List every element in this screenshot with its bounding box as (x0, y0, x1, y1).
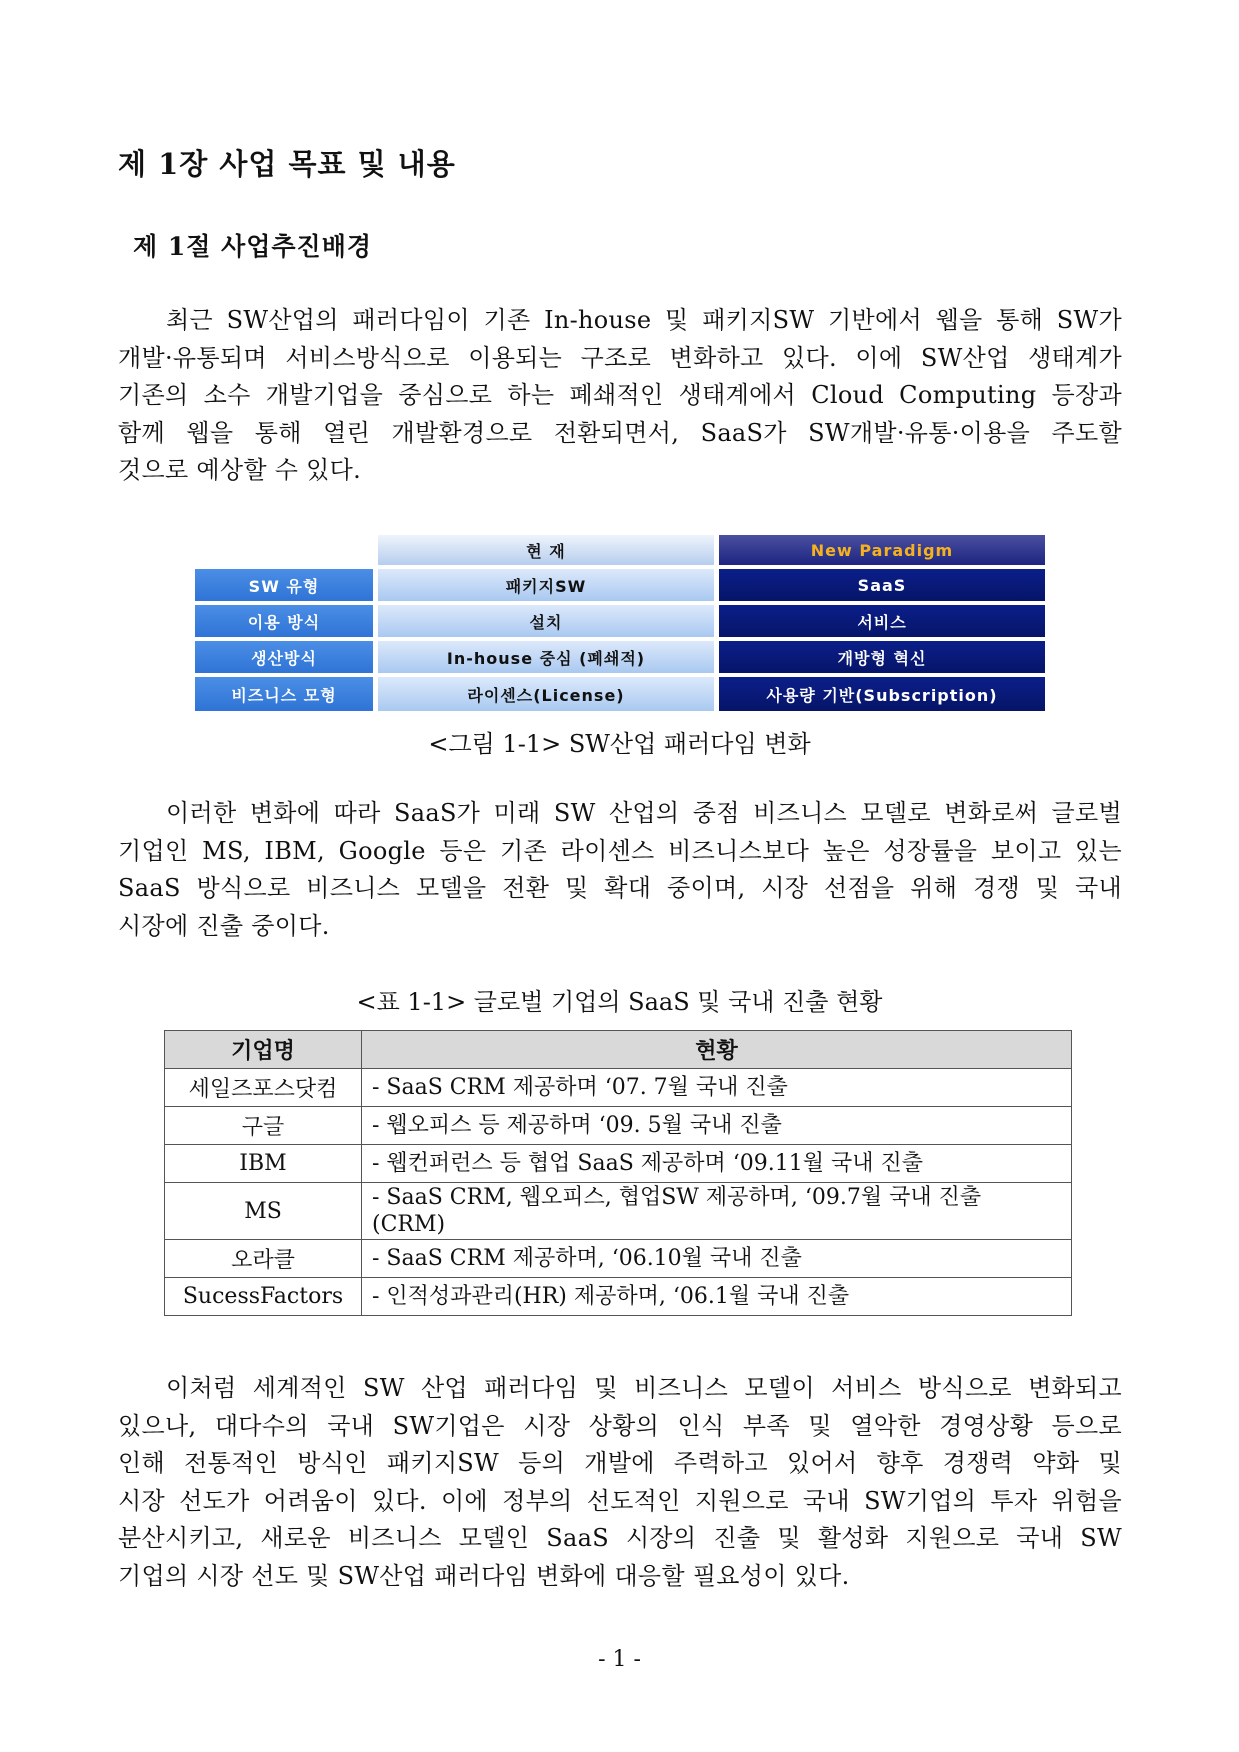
company-name: MS (165, 1183, 362, 1240)
table-row (165, 1069, 1072, 1107)
company-status: - 인적성과관리(HR) 제공하며, ‘06.1월 국내 진출 (362, 1278, 1072, 1316)
figure-row-new: SaaS (719, 569, 1045, 601)
paragraph-1 (118, 302, 1122, 490)
figure-row-new: 사용량 기반(Subscription) (719, 677, 1045, 711)
table-row (165, 1278, 1072, 1316)
table-header-row (165, 1031, 1072, 1069)
company-status: - 웹컨퍼런스 등 협업 SaaS 제공하며 ‘09.11월 국내 진출 (362, 1145, 1072, 1183)
figure-row-label: 비즈니스 모형 (195, 677, 373, 711)
table-row (165, 1183, 1072, 1240)
paragraph-line: 기업의 시장 선도 및 SW산업 패러다임 변화에 대응할 필요성이 있다. (118, 1561, 850, 1590)
figure-row-current: In-house 중심 (폐쇄적) (378, 641, 714, 673)
paragraph-line: 기존의 소수 개발기업을 중심으로 하는 폐쇄적인 생태계에서 Cloud Computing 등장과 (118, 381, 1122, 409)
paradigm-figure (195, 535, 1045, 713)
figure-row-label: 이용 방식 (195, 605, 373, 637)
paragraph-line: 기업인 MS, IBM, Google 등은 기존 라이센스 비즈니스보다 높은 성장률을 보이고 있는 (118, 836, 1122, 865)
figure-header-new: New Paradigm (719, 535, 1045, 565)
section-title: 제 1절 사업추진배경 (133, 232, 373, 261)
paragraph-line: 인해 전통적인 방식인 패키지SW 등의 개발에 주력하고 있어서 향후 경쟁력 약화 및 (118, 1449, 1122, 1477)
company-name: 세일즈포스닷컴 (165, 1069, 362, 1107)
chapter-title: 제 1장 사업 목표 및 내용 (118, 147, 456, 181)
paragraph-line: 이러한 변화에 따라 SaaS가 미래 SW 산업의 중점 비즈니스 모델로 변화로써 글로벌 (166, 799, 1122, 827)
paragraph-3 (118, 1370, 1122, 1595)
company-name: 오라클 (165, 1240, 362, 1278)
figure-row-current: 패키지SW (378, 569, 714, 601)
paragraph-line: 것으로 예상할 수 있다. (118, 456, 362, 484)
company-name: SucessFactors (165, 1278, 362, 1316)
company-name: IBM (165, 1145, 362, 1183)
paragraph-line: 분산시키고, 새로운 비즈니스 모델인 SaaS 시장의 진출 및 활성화 지원으로 국내 SW (118, 1524, 1122, 1552)
company-status: - SaaS CRM, 웹오피스, 협업SW 제공하며, ‘09.7월 국내 진출 (CRM) (362, 1183, 1072, 1240)
page-number: - 1 - (598, 1647, 641, 1672)
paragraph-line: 있으나, 대다수의 국내 SW기업은 시장 상황의 인식 부족 및 열악한 경영상황 등으로 (118, 1411, 1122, 1440)
paragraph-line: 최근 SW산업의 패러다임이 기존 In-house 및 패키지SW 기반에서 웹을 통해 SW가 (166, 306, 1122, 334)
figure-row-label: SW 유형 (195, 569, 373, 601)
paragraph-line: 개발·유통되며 서비스방식으로 이용되는 구조로 변화하고 있다. 이에 SW산업 생태계가 (118, 343, 1122, 372)
paragraph-line: 시장에 진출 중이다. (118, 911, 330, 940)
table-header-cell: 기업명 (165, 1031, 362, 1069)
company-status: - SaaS CRM 제공하며 ‘07. 7월 국내 진출 (362, 1069, 1072, 1107)
company-status: - 웹오피스 등 제공하며 ‘09. 5월 국내 진출 (362, 1107, 1072, 1145)
table-row (165, 1240, 1072, 1278)
table-row (165, 1107, 1072, 1145)
figure-row-new: 개방형 혁신 (719, 641, 1045, 673)
figure-row-new: 서비스 (719, 605, 1045, 637)
paragraph-line: 시장 선도가 어려움이 있다. 이에 정부의 선도적인 지원으로 국내 SW기업의 투자 위험을 (118, 1486, 1122, 1515)
paragraph-line: 이처럼 세계적인 SW 산업 패러다임 및 비즈니스 모델이 서비스 방식으로 변화되고 (166, 1374, 1122, 1402)
table-row (165, 1145, 1072, 1183)
figure-header-current: 현 재 (378, 535, 714, 565)
paragraph-line: SaaS 방식으로 비즈니스 모델을 전환 및 확대 중이며, 시장 선점을 위해 경쟁 및 국내 (118, 874, 1122, 902)
paragraph-line: 함께 웹을 통해 열린 개발환경으로 전환되면서, SaaS가 SW개발·유통·이용을 주도할 (118, 418, 1122, 447)
table-header-cell: 현황 (362, 1031, 1072, 1069)
figure-row-current: 설치 (378, 605, 714, 637)
table-caption: <표 1-1> 글로벌 기업의 SaaS 및 국내 진출 현황 (356, 988, 883, 1016)
figure-caption: <그림 1-1> SW산업 패러다임 변화 (428, 730, 811, 758)
figure-row-current: 라이센스(License) (378, 677, 714, 711)
saas-companies-table (164, 1030, 1072, 1316)
paragraph-2 (118, 795, 1122, 945)
figure-row-label: 생산방식 (195, 641, 373, 673)
company-status: - SaaS CRM 제공하며, ‘06.10월 국내 진출 (362, 1240, 1072, 1278)
company-name: 구글 (165, 1107, 362, 1145)
